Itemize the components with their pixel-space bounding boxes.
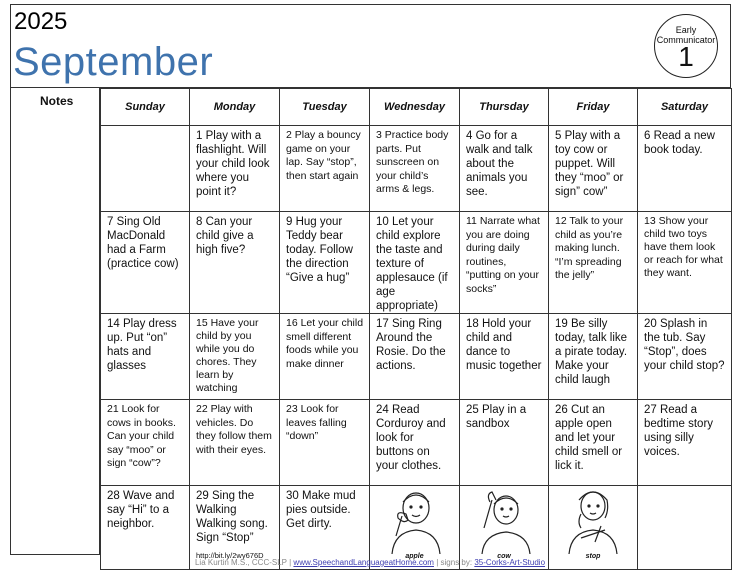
notes-label: Notes xyxy=(40,94,74,108)
day-header-friday: Friday xyxy=(549,89,638,126)
day-header-wednesday: Wednesday xyxy=(370,89,460,126)
day-cell-12: 12 Talk to your child as you’re making lunch. “I’m spreading the jelly” xyxy=(549,212,638,314)
apple-sign-label: apple xyxy=(405,553,424,560)
stop-sign-icon xyxy=(557,488,629,554)
day-cell-10: 10 Let your child explore the taste and texture of applesauce (if age appropriate) xyxy=(370,212,460,314)
signs-credit-link[interactable]: 35-Corks-Art-Studio xyxy=(474,558,546,567)
day-cell-1: 1 Play with a flashlight. Will your child look where you point it? xyxy=(190,126,280,212)
footer xyxy=(0,558,740,567)
cow-sign-label: cow xyxy=(497,553,511,560)
day-cell-21: 21 Look for cows in books. Can your child say “moo” or sign “cow”? xyxy=(101,400,190,486)
walking-song-link[interactable]: http://bit.ly/2wy676D xyxy=(196,551,264,560)
sign-stop-cell xyxy=(549,486,638,570)
day-cell-22: 22 Play with vehicles. Do they follow them with their eyes. xyxy=(190,400,280,486)
day-cell-2: 2 Play a bouncy game on your lap. Say “stop”, then start again xyxy=(280,126,370,212)
day-cell-29-text: 29 Sing the Walking Walking song. Sign “Stop” xyxy=(196,490,268,544)
day-cell-23: 23 Look for leaves falling “down” xyxy=(280,400,370,486)
day-cell-26: 26 Cut an apple open and let your child smell or lick it. xyxy=(549,400,638,486)
day-cell-15: 15 Have your child by you while you do chores. They learn by watching xyxy=(190,314,280,400)
day-cell-28: 28 Wave and say “Hi” to a neighbor. xyxy=(101,486,190,570)
day-cell-9: 9 Hug your Teddy bear today. Follow the direction “Give a hug” xyxy=(280,212,370,314)
footer-author: Lia Kurtin M.S., CCC-SLP xyxy=(194,558,287,567)
day-cell-24: 24 Read Corduroy and look for buttons on your clothes. xyxy=(370,400,460,486)
signs-credit-label: signs by: xyxy=(440,558,473,567)
day-cell-5: 5 Play with a toy cow or puppet. Will they “moo” or sign” cow” xyxy=(549,126,638,212)
day-cell-empty-end xyxy=(638,486,732,570)
day-cell-11: 11 Narrate what you are doing during daily routines, “putting on your socks” xyxy=(460,212,549,314)
day-cell-8: 8 Can your child give a high five? xyxy=(190,212,280,314)
day-cell-3: 3 Practice body parts. Put sunscreen on your child’s arms & legs. xyxy=(370,126,460,212)
stop-sign xyxy=(549,486,637,566)
day-cell-29 xyxy=(190,486,280,570)
day-cell-6: 6 Read a new book today. xyxy=(638,126,732,212)
sign-apple-cell xyxy=(370,486,460,570)
calendar-grid xyxy=(100,88,732,570)
day-cell-13: 13 Show your child two toys have them look or reach for what they want. xyxy=(638,212,732,314)
day-header-saturday: Saturday xyxy=(638,89,732,126)
day-cell-16: 16 Let your child smell different foods while you make dinner xyxy=(280,314,370,400)
cow-sign-icon xyxy=(468,488,540,554)
day-header-monday: Monday xyxy=(190,89,280,126)
badge-number: 1 xyxy=(678,41,694,72)
calendar-month: September xyxy=(13,40,214,84)
cow-sign xyxy=(460,486,548,566)
stop-sign-label: stop xyxy=(585,553,601,560)
day-header-sunday: Sunday xyxy=(101,89,190,126)
badge-label: Early Communicator xyxy=(656,25,716,45)
day-cell-25: 25 Play in a sandbox xyxy=(460,400,549,486)
calendar-year: 2025 xyxy=(14,8,68,35)
sign-cow-cell xyxy=(460,486,549,570)
day-cell-19: 19 Be silly today, talk like a pirate today. Make your child laugh xyxy=(549,314,638,400)
day-cell-7: 7 Sing Old MacDonald had a Farm (practice cow) xyxy=(101,212,190,314)
day-cell-27: 27 Read a bedtime story using silly voices. xyxy=(638,400,732,486)
apple-sign-icon xyxy=(378,488,450,554)
day-cell-empty xyxy=(101,126,190,212)
day-header-tuesday: Tuesday xyxy=(280,89,370,126)
day-cell-30: 30 Make mud pies outside. Get dirty. xyxy=(280,486,370,570)
day-cell-4: 4 Go for a walk and talk about the animals you see. xyxy=(460,126,549,212)
day-cell-20: 20 Splash in the tub. Say “Stop”, does your child stop? xyxy=(638,314,732,400)
level-badge xyxy=(654,14,718,78)
apple-sign xyxy=(370,486,459,566)
website-link[interactable]: www.SpeechandLanguageatHome.com xyxy=(293,558,434,567)
day-cell-17: 17 Sing Ring Around the Rosie. Do the actions. xyxy=(370,314,460,400)
footer-separator: | xyxy=(289,558,292,567)
day-cell-14: 14 Play dress up. Put “on” hats and glasses xyxy=(101,314,190,400)
footer-separator: | xyxy=(436,558,439,567)
day-header-thursday: Thursday xyxy=(460,89,549,126)
notes-column xyxy=(10,88,100,555)
day-cell-18: 18 Hold your child and dance to music together xyxy=(460,314,549,400)
